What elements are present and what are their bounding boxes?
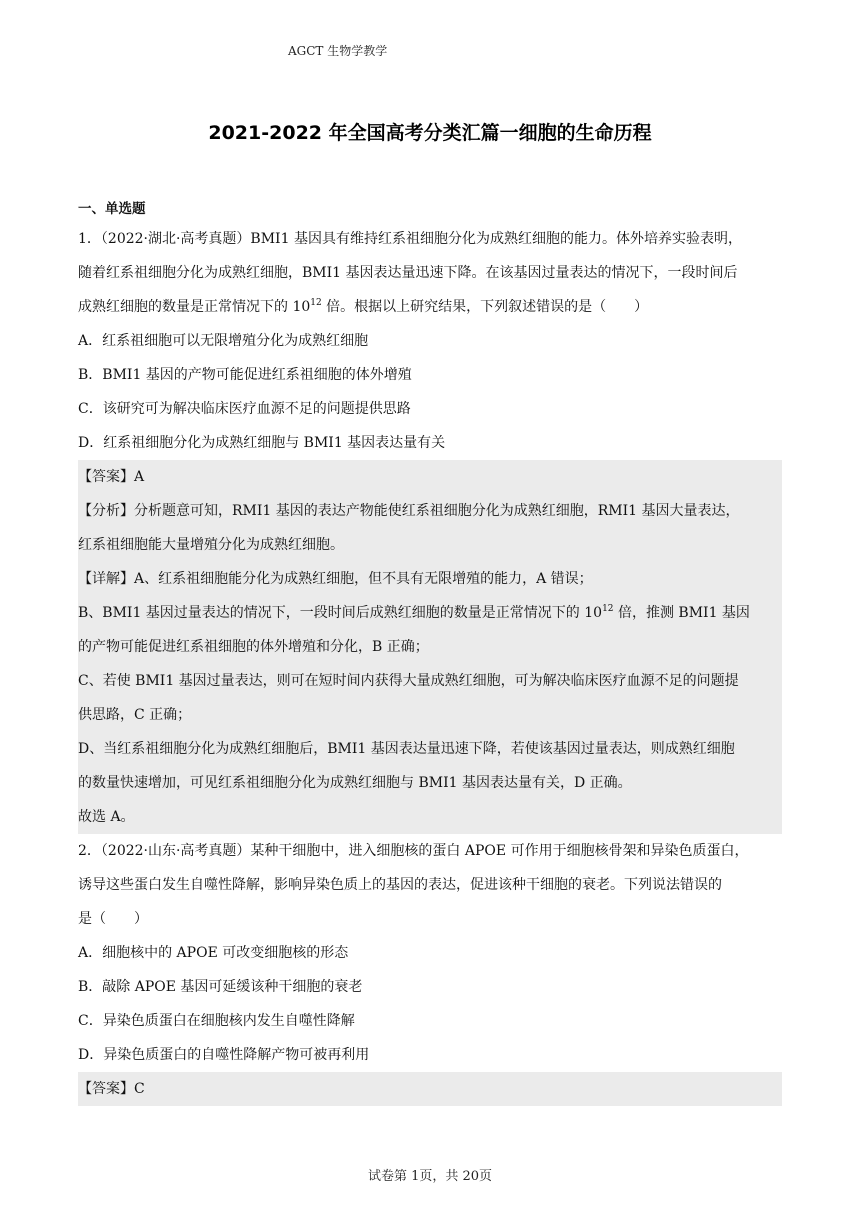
detail-b-exponent: 12 <box>602 604 614 614</box>
answer-value: C <box>134 1081 145 1097</box>
q1-answer <box>78 460 782 494</box>
q1-detail-b-line-1 <box>78 596 782 630</box>
detail-b-text-end: 倍，推测 BMI1 基因 <box>613 605 750 621</box>
q1-exponent: 12 <box>310 298 322 308</box>
q2-solution-block <box>78 1072 782 1106</box>
page-footer: 试卷第 1页，共 20页 <box>367 1169 493 1184</box>
analysis-text: 分析题意可知，RMI1 基因的表达产物能使红系祖细胞分化为成熟红细胞，RMI1 基因大量表达， <box>134 503 740 519</box>
q1-detail-b-line-2: 的产物可能促进红系祖细胞的体外增殖和分化，B 正确； <box>78 639 429 655</box>
q2-answer <box>78 1072 782 1106</box>
q1-stem-line-3 <box>78 290 782 324</box>
q2-option-d: D．异染色质蛋白的自噬性降解产物可被再利用 <box>78 1047 370 1063</box>
q1-option-a: A．红系祖细胞可以无限增殖分化为成熟红细胞 <box>78 333 369 349</box>
document-title: 2021-2022 年全国高考分类汇篇一细胞的生命历程 <box>208 122 652 144</box>
q2-stem-line-1: 2．（2022·山东·高考真题）某种干细胞中，进入细胞核的蛋白 APOE 可作用于细胞核骨架和异染色质蛋白， <box>78 843 749 859</box>
q1-analysis-line-1 <box>78 494 782 528</box>
q2-option-a: A．细胞核中的 APOE 可改变细胞核的形态 <box>78 945 349 961</box>
q1-detail-d-line-1: D、当红系祖细胞分化为成熟红细胞后，BMI1 基因表达量迅速下降，若使该基因过量表达，则成熟红细胞 <box>78 741 735 757</box>
answer-label: 【答案】 <box>78 469 134 485</box>
detail-label: 【详解】 <box>78 571 134 587</box>
answer-value: A <box>134 469 145 485</box>
q1-detail-line-1 <box>78 562 782 596</box>
section-heading: 一、单选题 <box>78 201 146 217</box>
q1-detail-c-line-1: C、若使 BMI1 基因过量表达，则可在短时间内获得大量成熟红细胞，可为解决临床医疗血源不足的问题提 <box>78 673 739 689</box>
analysis-label: 【分析】 <box>78 503 134 519</box>
q2-stem-line-2: 诱导这些蛋白发生自噬性降解，影响异染色质上的基因的表达，促进该种干细胞的衰老。下列说法错误的 <box>78 877 722 893</box>
detail-b-text: B、BMI1 基因过量表达的情况下，一段时间后成熟红细胞的数量是正常情况下的 10 <box>78 605 603 621</box>
q1-detail-d-line-2: 的数量快速增加，可见红系祖细胞分化为成熟红细胞与 BMI1 基因表达量有关，D 正确。 <box>78 775 632 791</box>
q1-conclusion: 故选 A。 <box>78 809 135 825</box>
q1-detail-c-line-2: 供思路，C 正确； <box>78 707 192 723</box>
q2-option-c: C．异染色质蛋白在细胞核内发生自噬性降解 <box>78 1013 355 1029</box>
q1-option-d: D．红系祖细胞分化为成熟红细胞与 BMI1 基因表达量有关 <box>78 435 446 451</box>
q1-stem-text: 成熟红细胞的数量是正常情况下的 10 <box>78 299 311 315</box>
detail-text: A、红系祖细胞能分化为成熟红细胞，但不具有无限增殖的能力，A 错误； <box>134 571 593 587</box>
q1-option-b: B．BMI1 基因的产物可能促进红系祖细胞的体外增殖 <box>78 367 412 383</box>
question-content <box>78 222 782 1106</box>
page-header: AGCT 生物学教学 <box>288 44 388 58</box>
q1-analysis-line-2: 红系祖细胞能大量增殖分化为成熟红细胞。 <box>78 537 344 553</box>
q2-option-b: B．敲除 APOE 基因可延缓该种干细胞的衰老 <box>78 979 363 995</box>
q1-stem-text-end: 倍。根据以上研究结果，下列叙述错误的是（ ） <box>321 299 649 315</box>
q1-stem-line-2: 随着红系祖细胞分化为成熟红细胞，BMI1 基因表达量迅速下降。在该基因过量表达的情况下，一段时间后 <box>78 265 738 281</box>
q1-option-c: C．该研究可为解决临床医疗血源不足的问题提供思路 <box>78 401 411 417</box>
q2-stem-line-3: 是（ ） <box>78 911 148 927</box>
answer-label: 【答案】 <box>78 1081 134 1097</box>
q1-stem-line-1: 1．（2022·湖北·高考真题）BMI1 基因具有维持红系祖细胞分化为成熟红细胞的能力。体外培养实验表明， <box>78 231 742 247</box>
q1-solution-block <box>78 460 782 834</box>
